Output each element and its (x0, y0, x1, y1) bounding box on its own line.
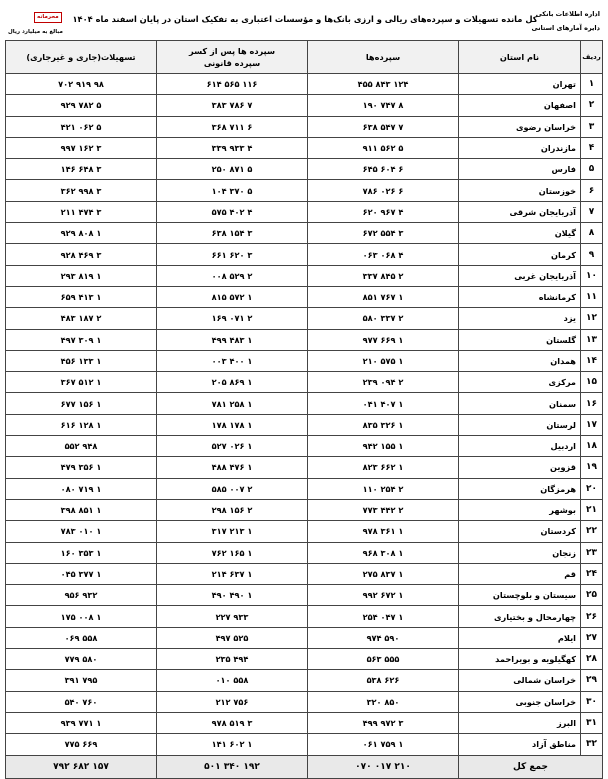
province-cell: فارس (459, 159, 581, 180)
rank-cell: ۳۲ (581, 734, 603, 755)
province-cell: مرکزی (459, 372, 581, 393)
classification-stamp: محرمانه (34, 12, 62, 23)
loans-cell: ۱ ۳۷۷ ۰۴۵ (6, 563, 157, 584)
table-row (6, 585, 603, 606)
rank-cell: ۱۳ (581, 329, 603, 350)
net-deposits-cell: ۹۳۳ ۲۲۷ (157, 606, 308, 627)
loans-cell: ۱ ۳۵۳ ۱۶۰ (6, 542, 157, 563)
province-cell: کرمان (459, 244, 581, 265)
net-deposits-cell: ۲ ۱۵۶ ۲۹۸ (157, 499, 308, 520)
net-deposits-cell: ۷۵۶ ۲۱۲ (157, 691, 308, 712)
province-cell: اصفهان (459, 95, 581, 116)
net-deposits-cell: ۱ ۶۳۷ ۲۱۴ (157, 563, 308, 584)
table-row (6, 159, 603, 180)
deposits-cell: ۱ ۸۳۷ ۲۷۵ (308, 563, 459, 584)
unit-note: مبالغ به میلیارد ریال (8, 29, 63, 35)
table-row (6, 223, 603, 244)
table-row (6, 286, 603, 307)
net-deposits-cell: ۵۲۵ ۴۹۷ (157, 627, 308, 648)
net-deposits-cell: ۳ ۶۲۰ ۶۶۱ (157, 244, 308, 265)
deposits-cell: ۱ ۷۵۹ ۰۶۱ (308, 734, 459, 755)
deposits-cell: ۲ ۲۵۴ ۱۱۰ (308, 478, 459, 499)
total-row (6, 755, 603, 778)
net-deposits-cell: ۱ ۴۸۳ ۴۹۹ (157, 329, 308, 350)
province-cell: ایلام (459, 627, 581, 648)
deposits-cell: ۱ ۰۴۷ ۲۵۴ (308, 606, 459, 627)
deposits-cell: ۱ ۳۲۶ ۸۳۵ (308, 414, 459, 435)
rank-cell: ۲۵ (581, 585, 603, 606)
deposits-cell: ۸ ۷۴۷ ۱۹۰ (308, 95, 459, 116)
net-deposits-cell: ۱ ۵۷۲ ۸۱۵ (157, 286, 308, 307)
rank-cell: ۱ (581, 74, 603, 95)
net-deposits-cell: ۵ ۳۷۰ ۱۰۴ (157, 180, 308, 201)
table-row (6, 499, 603, 520)
loans-cell: ۳ ۶۴۸ ۱۴۶ (6, 159, 157, 180)
table-row (6, 712, 603, 733)
loans-cell: ۱ ۳۵۶ ۴۷۹ (6, 457, 157, 478)
deposits-cell: ۱ ۳۶۱ ۹۷۸ (308, 521, 459, 542)
loans-cell: ۹۸ ۹۱۹ ۷۰۲ (6, 74, 157, 95)
loans-cell: ۱ ۱۲۸ ۶۱۶ (6, 414, 157, 435)
rank-cell: ۱۸ (581, 436, 603, 457)
province-cell: آذربایجان غربی (459, 265, 581, 286)
loans-cell: ۳ ۱۶۲ ۹۹۷ (6, 137, 157, 158)
table-row (6, 478, 603, 499)
loans-cell: ۱ ۸۵۱ ۳۹۸ (6, 499, 157, 520)
deposits-cell: ۲ ۳۳۷ ۵۸۰ (308, 308, 459, 329)
table-row (6, 74, 603, 95)
deposits-cell: ۴ ۹۶۷ ۶۲۰ (308, 201, 459, 222)
table-row (6, 244, 603, 265)
province-header: نام استان (459, 41, 581, 74)
net-deposits-cell: ۱ ۶۰۲ ۱۴۱ (157, 734, 308, 755)
loans-cell: ۲ ۱۸۷ ۴۸۳ (6, 308, 157, 329)
table-row (6, 627, 603, 648)
net-deposits-cell: ۱ ۰۲۶ ۵۲۷ (157, 436, 308, 457)
loans-cell: ۱ ۷۷۱ ۹۳۹ (6, 712, 157, 733)
loans-cell: ۱ ۰۰۸ ۱۷۵ (6, 606, 157, 627)
rank-cell: ۱۰ (581, 265, 603, 286)
province-cell: سیستان و بلوچستان (459, 585, 581, 606)
loans-cell: ۷۶۰ ۵۴۰ (6, 691, 157, 712)
province-cell: گیلان (459, 223, 581, 244)
rank-cell: ۷ (581, 201, 603, 222)
deposits-cell: ۴ ۰۶۸ ۰۶۳ (308, 244, 459, 265)
rank-cell: ۱۷ (581, 414, 603, 435)
table-row (6, 201, 603, 222)
rank-cell: ۱۱ (581, 286, 603, 307)
deposits-cell: ۲ ۴۴۲ ۷۷۳ (308, 499, 459, 520)
net-deposits-cell: ۴ ۹۳۳ ۳۳۹ (157, 137, 308, 158)
loans-cell: ۱ ۴۱۳ ۶۵۹ (6, 286, 157, 307)
rank-cell: ۲۸ (581, 649, 603, 670)
rank-cell: ۱۴ (581, 350, 603, 371)
province-cell: قزوین (459, 457, 581, 478)
province-cell: زنجان (459, 542, 581, 563)
rank-cell: ۱۹ (581, 457, 603, 478)
province-cell: خوزستان (459, 180, 581, 201)
rank-cell: ۳۱ (581, 712, 603, 733)
province-cell: کهگیلویه و بویراحمد (459, 649, 581, 670)
table-row (6, 521, 603, 542)
deposits-cell: ۶۲۶ ۵۳۸ (308, 670, 459, 691)
deposits-cell: ۸۵۰ ۳۲۰ (308, 691, 459, 712)
net-deposits-cell: ۲ ۵۲۹ ۰۰۸ (157, 265, 308, 286)
rank-cell: ۲۳ (581, 542, 603, 563)
table-row (6, 734, 603, 755)
rank-cell: ۶ (581, 180, 603, 201)
deposits-cell: ۱ ۶۶۲ ۸۲۳ (308, 457, 459, 478)
net-deposits-cell: ۱۱۶ ۵۶۵ ۶۱۴ (157, 74, 308, 95)
province-cell: آذربایجان شرقی (459, 201, 581, 222)
deposits-cell: ۵ ۵۶۲ ۹۱۱ (308, 137, 459, 158)
rank-cell: ۹ (581, 244, 603, 265)
rank-cell: ۲۰ (581, 478, 603, 499)
deposits-cell: ۵۵۵ ۵۶۳ (308, 649, 459, 670)
net-deposits-cell: ۳ ۱۵۴ ۶۳۸ (157, 223, 308, 244)
org-department: اداره اطلاعات بانکی (535, 10, 600, 18)
net-deposits-cell: ۴ ۴۰۲ ۵۷۵ (157, 201, 308, 222)
table-row (6, 308, 603, 329)
province-cell: کردستان (459, 521, 581, 542)
table-row (6, 436, 603, 457)
table-row (6, 649, 603, 670)
deposits-cell: ۲ ۰۹۴ ۲۳۹ (308, 372, 459, 393)
rank-cell: ۵ (581, 159, 603, 180)
province-cell: چهارمحال و بختیاری (459, 606, 581, 627)
province-cell: گلستان (459, 329, 581, 350)
province-cell: کرمانشاه (459, 286, 581, 307)
net-deposits-cell: ۱ ۴۷۶ ۴۸۸ (157, 457, 308, 478)
province-cell: لرستان (459, 414, 581, 435)
table-row (6, 414, 603, 435)
table-row (6, 670, 603, 691)
rank-cell: ۸ (581, 223, 603, 244)
loans-cell: ۶۶۹ ۷۷۵ (6, 734, 157, 755)
rank-cell: ۴ (581, 137, 603, 158)
rank-cell: ۲ (581, 95, 603, 116)
loans-cell: ۵۸۰ ۷۷۹ (6, 649, 157, 670)
rank-cell: ۲۱ (581, 499, 603, 520)
table-header-row (6, 41, 603, 74)
table-row (6, 691, 603, 712)
table-row (6, 116, 603, 137)
net-deposits-cell: ۱ ۴۰۰ ۰۰۳ (157, 350, 308, 371)
province-cell: بوشهر (459, 499, 581, 520)
net-deposits-cell: ۱ ۲۵۸ ۷۸۱ (157, 393, 308, 414)
net-deposits-cell: ۳ ۵۱۹ ۹۷۸ (157, 712, 308, 733)
table-row (6, 180, 603, 201)
net-deposits-cell: ۷ ۷۸۶ ۳۸۳ (157, 95, 308, 116)
deposits-cell: ۲ ۸۴۵ ۳۳۷ (308, 265, 459, 286)
province-cell: سمنان (459, 393, 581, 414)
province-cell: مناطق آزاد (459, 734, 581, 755)
deposits-cell: ۳ ۹۷۲ ۴۹۹ (308, 712, 459, 733)
table-row (6, 606, 603, 627)
loans-cell: ۱ ۱۵۶ ۶۷۷ (6, 393, 157, 414)
net-deposits-header-line2: سپرده قانونی (203, 58, 261, 68)
rank-cell: ۳۰ (581, 691, 603, 712)
deposits-cell: ۱ ۱۵۵ ۹۴۲ (308, 436, 459, 457)
deposits-cell: ۱ ۴۰۷ ۰۴۱ (308, 393, 459, 414)
table-body (6, 74, 603, 756)
rank-header: ردیف (581, 41, 603, 74)
deposits-cell: ۶ ۶۰۴ ۶۴۵ (308, 159, 459, 180)
total-label: جمع کل (459, 755, 603, 778)
deposits-cell: ۵۹۰ ۹۷۴ (308, 627, 459, 648)
deposits-cell: ۱ ۵۷۵ ۲۱۰ (308, 350, 459, 371)
loans-cell: ۱ ۱۳۳ ۴۵۶ (6, 350, 157, 371)
deposits-cell: ۱ ۶۷۲ ۹۹۲ (308, 585, 459, 606)
table-row (6, 137, 603, 158)
report-header (0, 0, 608, 40)
province-cell: اردبیل (459, 436, 581, 457)
deposits-cell: ۱۲۴ ۸۴۳ ۴۵۵ (308, 74, 459, 95)
table-row (6, 457, 603, 478)
net-deposits-cell: ۱ ۱۷۸ ۱۷۸ (157, 414, 308, 435)
deposits-cell: ۱ ۷۶۷ ۸۵۱ (308, 286, 459, 307)
rank-cell: ۲۴ (581, 563, 603, 584)
report-title: کل مانده تسهیلات و سپرده‌های ریالی و ارزی بانک‌ها و مؤسسات اعتباری به تفکیک استان در پایان اسفند ماه ۱۴۰۴ (72, 14, 538, 24)
loans-cell: ۵ ۰۶۲ ۴۲۱ (6, 116, 157, 137)
rank-cell: ۳ (581, 116, 603, 137)
table-row (6, 95, 603, 116)
net-deposits-cell: ۱ ۲۱۳ ۳۱۷ (157, 521, 308, 542)
loans-cell: ۳ ۴۷۴ ۲۱۱ (6, 201, 157, 222)
table-row (6, 372, 603, 393)
net-deposits-header (157, 41, 308, 74)
net-deposits-cell: ۴۹۴ ۲۳۵ (157, 649, 308, 670)
rank-cell: ۱۶ (581, 393, 603, 414)
loans-header: تسهیلات(جاری و غیرجاری) (6, 41, 157, 74)
deposits-cell: ۳ ۵۵۴ ۶۷۲ (308, 223, 459, 244)
net-deposits-header-line1: سپرده ها پس از کسر (188, 46, 276, 56)
table-row (6, 393, 603, 414)
loans-cell: ۵ ۷۸۲ ۹۲۹ (6, 95, 157, 116)
rank-cell: ۱۲ (581, 308, 603, 329)
loans-cell: ۱ ۵۱۲ ۳۶۷ (6, 372, 157, 393)
total-deposits: ۲۱۰ ۰۱۷ ۰۷۰ (308, 755, 459, 778)
loans-cell: ۹۳۲ ۹۵۶ (6, 585, 157, 606)
net-deposits-cell: ۲ ۰۷۱ ۱۶۹ (157, 308, 308, 329)
net-deposits-cell: ۲ ۰۰۷ ۵۸۵ (157, 478, 308, 499)
loans-cell: ۳ ۴۶۹ ۹۲۸ (6, 244, 157, 265)
net-deposits-cell: ۶ ۷۱۱ ۳۶۸ (157, 116, 308, 137)
loans-cell: ۹۴۸ ۵۵۲ (6, 436, 157, 457)
loans-cell: ۱ ۸۰۸ ۹۲۹ (6, 223, 157, 244)
net-deposits-cell: ۱ ۴۹۰ ۴۹۰ (157, 585, 308, 606)
provincial-balances-table (5, 40, 603, 779)
province-cell: خراسان رضوی (459, 116, 581, 137)
province-cell: خراسان شمالی (459, 670, 581, 691)
loans-cell: ۱ ۳۰۹ ۴۹۷ (6, 329, 157, 350)
total-loans: ۱۵۷ ۶۸۲ ۷۹۲ (6, 755, 157, 778)
total-net-deposits: ۱۹۲ ۳۴۰ ۵۰۱ (157, 755, 308, 778)
province-cell: همدان (459, 350, 581, 371)
table-row (6, 265, 603, 286)
rank-cell: ۲۷ (581, 627, 603, 648)
rank-cell: ۲۲ (581, 521, 603, 542)
table-row (6, 563, 603, 584)
net-deposits-cell: ۵۵۸ ۰۱۰ (157, 670, 308, 691)
loans-cell: ۵۵۸ ۰۶۹ (6, 627, 157, 648)
province-cell: تهران (459, 74, 581, 95)
loans-cell: ۱ ۸۱۹ ۲۹۳ (6, 265, 157, 286)
table-row (6, 542, 603, 563)
loans-cell: ۱ ۰۱۰ ۷۸۳ (6, 521, 157, 542)
province-cell: یزد (459, 308, 581, 329)
province-cell: خراسان جنوبی (459, 691, 581, 712)
province-cell: قم (459, 563, 581, 584)
table-row (6, 350, 603, 371)
province-cell: مازندران (459, 137, 581, 158)
deposits-header: سپرده‌ها (308, 41, 459, 74)
loans-cell: ۷۹۵ ۳۹۱ (6, 670, 157, 691)
rank-cell: ۲۹ (581, 670, 603, 691)
deposits-cell: ۶ ۰۲۶ ۷۸۶ (308, 180, 459, 201)
net-deposits-cell: ۱ ۱۶۵ ۷۶۲ (157, 542, 308, 563)
rank-cell: ۲۶ (581, 606, 603, 627)
rank-cell: ۱۵ (581, 372, 603, 393)
deposits-cell: ۱ ۳۰۸ ۹۶۸ (308, 542, 459, 563)
org-division: دایره آمارهای استانی (531, 24, 600, 32)
net-deposits-cell: ۱ ۸۶۹ ۲۰۵ (157, 372, 308, 393)
deposits-cell: ۷ ۵۴۷ ۶۳۸ (308, 116, 459, 137)
table-row (6, 329, 603, 350)
deposits-cell: ۱ ۶۶۹ ۹۷۷ (308, 329, 459, 350)
net-deposits-cell: ۵ ۸۷۱ ۲۵۰ (157, 159, 308, 180)
province-cell: البرز (459, 712, 581, 733)
loans-cell: ۳ ۹۹۸ ۳۶۲ (6, 180, 157, 201)
province-cell: هرمزگان (459, 478, 581, 499)
loans-cell: ۱ ۷۱۹ ۰۸۰ (6, 478, 157, 499)
